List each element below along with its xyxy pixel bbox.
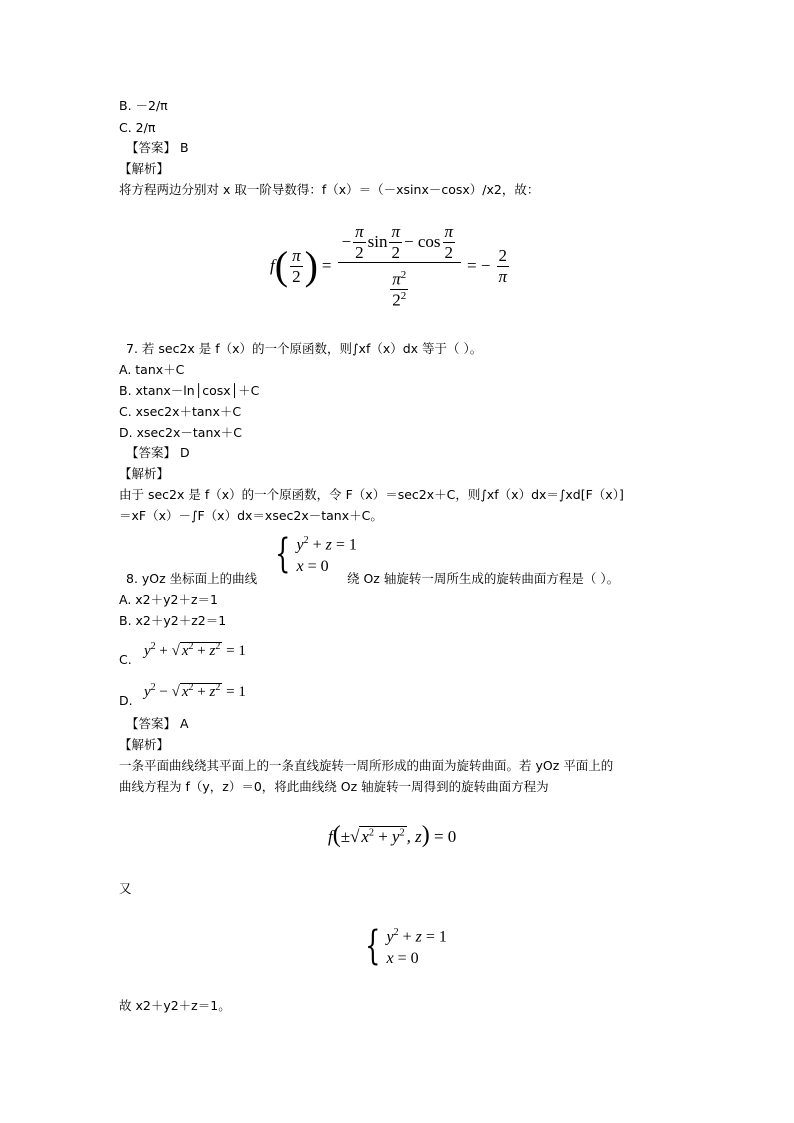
- q8-you: 又: [119, 881, 132, 896]
- q8-answer: 【答案】 A: [126, 716, 189, 731]
- q6-analysis-text: 将方程两边分别对 x 取一阶导数得：f（x）＝（－xsinx－cosx）/x2，故：: [119, 182, 540, 197]
- q8-option-c-label: C.: [119, 652, 132, 667]
- q7-analysis-line2: ＝xF（x）－∫F（x）dx＝xsec2x－tanx＋C。: [119, 508, 383, 523]
- q8-question-suffix: 绕 Oz 轴旋转一周所生成的旋转曲面方程是（ ）。: [347, 571, 620, 586]
- q6-option-c: C. 2/π: [119, 120, 156, 135]
- q8-option-a: A. x2＋y2＋z＝1: [119, 592, 218, 607]
- q8-conclusion: 故 x2＋y2＋z＝1。: [119, 998, 231, 1013]
- q8-curve-system: { $y^2 + z = 1$ x = 0: [275, 531, 357, 578]
- q7-analysis-title: 【解析】: [119, 466, 170, 481]
- q7-option-c: C. xsec2x＋tanx＋C: [119, 404, 242, 419]
- q8-option-d-label: D.: [119, 693, 133, 708]
- q6-analysis-title: 【解析】: [119, 161, 170, 176]
- q8-system-repeat: { $y^2 + z = 1$ x = 0: [365, 923, 447, 970]
- q7-question: 7. 若 sec2x 是 f（x）的一个原函数，则∫xf（x）dx 等于（ ）。: [126, 341, 483, 356]
- q8-option-c-formula: $y^2$ + √ $x^2 + z^2 = 1$: [144, 641, 246, 659]
- q8-analysis-line1: 一条平面曲线绕其平面上的一条直线旋转一周所形成的曲面为旋转曲面。若 yOz 平面上的: [119, 758, 614, 773]
- q8-option-d-formula: $y^2$ − √ $x^2 + z^2 = 1$: [144, 682, 246, 700]
- q7-option-a: A. tanx＋C: [119, 362, 185, 377]
- q6-formula: f ( $\frac{\pi}{2}$ ) = − $\frac{\pi}{2}$ sin $\frac{\pi}{2}$ − cos $\frac{\pi}{2}$ $\frac{\pi^2}{2^2}$ = − $\frac{2}{\pi}$: [270, 222, 508, 310]
- q6-option-b: B. －2/π: [119, 98, 168, 113]
- q6-answer: 【答案】 B: [126, 140, 189, 155]
- q8-option-b: B. x2＋y2＋z2＝1: [119, 613, 227, 628]
- q8-question-prefix: 8. yOz 坐标面上的曲线: [126, 571, 258, 586]
- q7-option-d: D. xsec2x－tanx＋C: [119, 425, 243, 440]
- q7-option-b: B. xtanx－ln│cosx│＋C: [119, 383, 260, 398]
- q7-answer: 【答案】 D: [126, 445, 190, 460]
- q8-analysis-title: 【解析】: [119, 737, 170, 752]
- q8-analysis-line2: 曲线方程为 f（y，z）＝0，将此曲线绕 Oz 轴旋转一周得到的旋转曲面方程为: [119, 779, 549, 794]
- q8-rotation-formula: f(±√ $x^2 + y^2$ , z) = 0: [328, 822, 457, 848]
- q7-analysis-line1: 由于 sec2x 是 f（x）的一个原函数，令 F（x）＝sec2x＋C，则∫xf（x）dx＝∫xd[F（x）]: [119, 487, 624, 502]
